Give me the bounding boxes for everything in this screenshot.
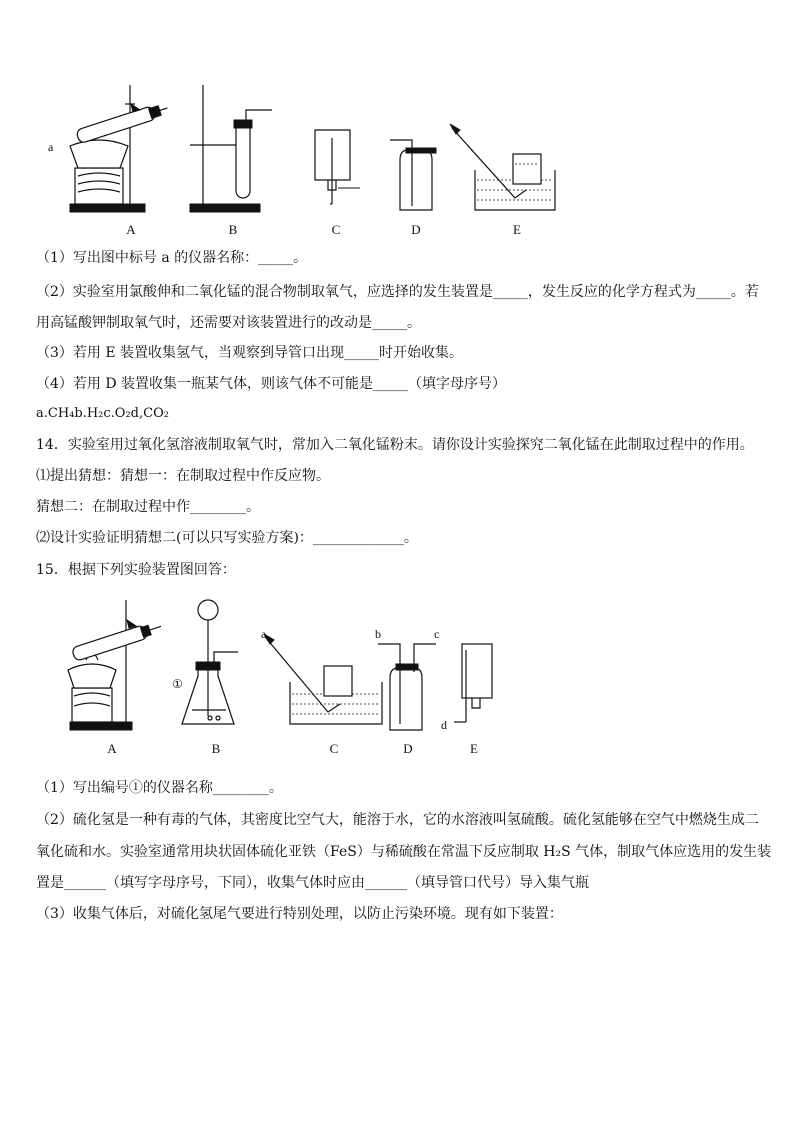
q15-stem: 15．根据下列实验装置图回答： [36, 562, 236, 578]
fig2-apparatus-d-two-tube-bottle [378, 644, 436, 730]
fig2-label-E: E [470, 741, 478, 756]
q15-part-2b: 氧化硫和水。实验室通常用块状固体硫化亚铁（FeS）与稀硫酸在常温下反应制取 H₂S 气体，制取气体应选用的发生装 [36, 844, 772, 860]
fig1-label-D: D [411, 222, 421, 237]
fig1-label-C: C [331, 222, 341, 237]
fig2-label-a: a [261, 627, 267, 641]
q13-part-2a: （2）实验室用氯酸伸和二氧化锰的混合物制取氧气，应选择的发生装置是_____，发生反应的化学方程式为_____。若 [36, 284, 759, 300]
q14-step-2: 猜想二：在制取过程中作________。 [36, 499, 260, 515]
fig2-apparatus-c-water-trough [264, 634, 382, 724]
q13-options: a.CH₄b.H₂c.O₂d,CO₂ [36, 406, 169, 421]
q14-step-3: ⑵设计实验证明猜想二(可以只写实验方案)：_____________。 [36, 530, 418, 546]
figure-1-apparatus [40, 80, 560, 220]
q13-part-4: （4）若用 D 装置收集一瓶某气体，则该气体不可能是_____（填字母序号） [36, 376, 507, 392]
figure-2-apparatus [60, 596, 520, 736]
q14-stem: 14．实验室用过氧化氢溶液制取氧气时，常加入二氧化锰粉末。请你设计实验探究二氧化锰在此制取过程中的作用。 [36, 437, 754, 453]
q14-step-1: ⑴提出猜想：猜想一：在制取过程中作反应物。 [36, 468, 330, 484]
fig2-label-C: C [329, 741, 339, 756]
apparatus-a-heating-setup [70, 85, 169, 212]
fig1-label-A: A [126, 222, 136, 237]
fig2-apparatus-a-heating-setup [68, 600, 163, 730]
q13-part-1: （1）写出图中标号 a 的仪器名称：_____。 [36, 250, 308, 266]
fig2-apparatus-e-inverted-bottle [454, 644, 492, 722]
fig2-label-B: B [211, 741, 221, 756]
fig2-label-D: D [403, 741, 413, 756]
apparatus-e-water-trough [450, 124, 555, 210]
apparatus-d-gas-bottle [390, 140, 436, 210]
q15-part-2a: （2）硫化氢是一种有毒的气体，其密度比空气大，能溶于水，它的水溶液叫氢硫酸。硫化氢能够在空气中燃烧生成二 [36, 812, 759, 828]
apparatus-b-test-tube-setup [190, 85, 272, 212]
fig2-label-c: c [434, 627, 440, 641]
q13-part-3: （3）若用 E 装置收集氢气，当观察到导管口出现_____时开始收集。 [36, 345, 464, 361]
fig1-label-B: B [228, 222, 238, 237]
fig2-label-one: ① [172, 677, 183, 691]
fig1-label-E: E [513, 222, 521, 237]
fig2-label-A: A [107, 741, 117, 756]
fig2-apparatus-b-flask [182, 600, 238, 724]
fig2-label-d: d [441, 718, 447, 732]
q15-part-2c: 置是______（填写字母序号，下同），收集气体时应由______（填导管口代号）导入集气瓶 [36, 875, 589, 891]
q15-part-1: （1）写出编号①的仪器名称________。 [36, 780, 283, 796]
fig1-label-a: a [48, 140, 54, 154]
apparatus-c-inverted-bottle [315, 130, 360, 204]
q15-part-3: （3）收集气体后，对硫化氢尾气要进行特别处理，以防止污染环境。现有如下装置： [36, 906, 563, 922]
fig2-label-b: b [375, 627, 381, 641]
q13-part-2b: 用高锰酸钾制取氧气时，还需要对该装置进行的改动是_____。 [36, 315, 421, 331]
